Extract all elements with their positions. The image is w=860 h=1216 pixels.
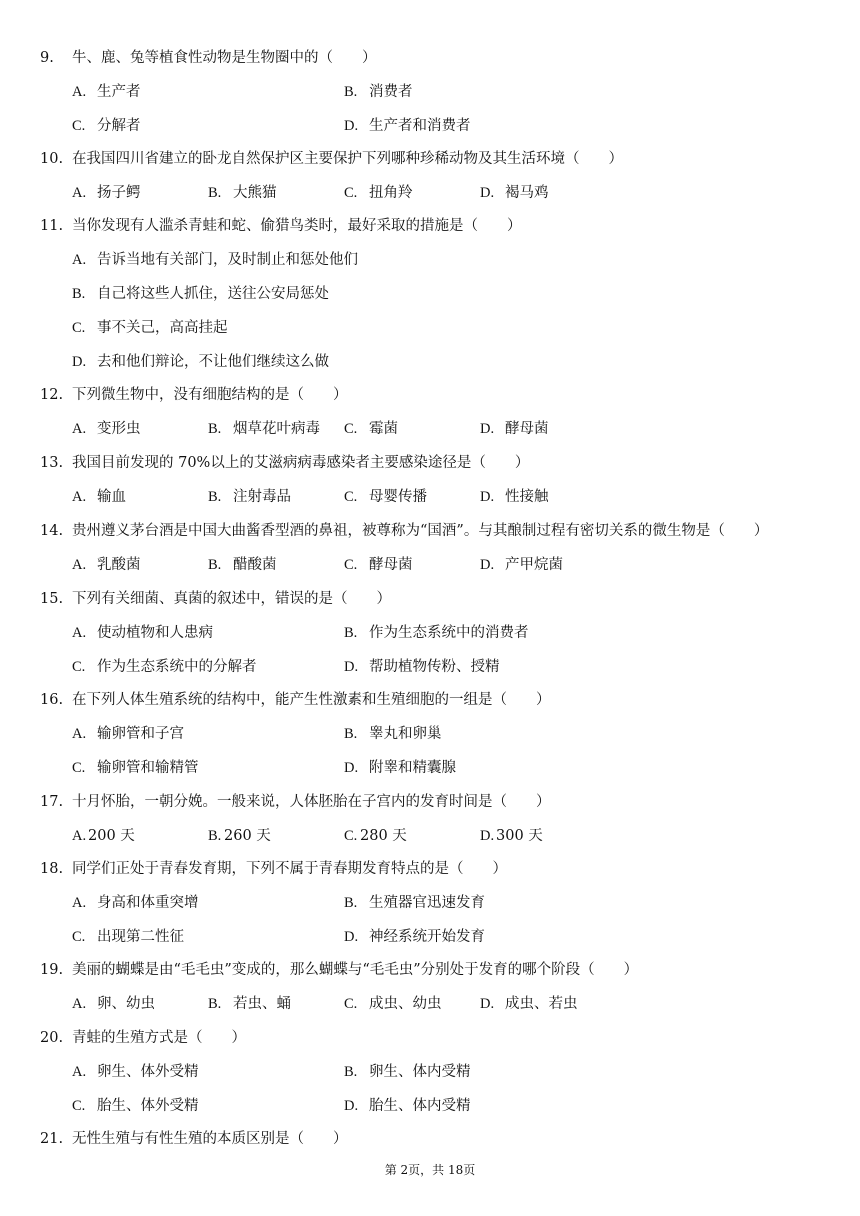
options-row <box>40 412 840 446</box>
option-text: 200 天 <box>88 828 135 844</box>
option-a <box>72 75 344 109</box>
option-b <box>344 616 616 650</box>
option-letter: C. <box>72 1098 86 1114</box>
option-b <box>344 717 616 751</box>
option-letter: A. <box>72 557 87 573</box>
option-text: 大熊猫 <box>233 185 277 201</box>
option-c <box>72 920 344 954</box>
question-stem <box>40 514 840 548</box>
option-text: 醋酸菌 <box>233 557 277 573</box>
option-text: 出现第二性征 <box>97 929 184 945</box>
question-number: 14. <box>40 523 64 539</box>
option-letter: C. <box>72 320 86 336</box>
option-letter: D. <box>480 421 495 437</box>
option-text: 自己将这些人抓住，送往公安局惩处 <box>97 286 329 302</box>
option-c <box>344 176 480 210</box>
option-letter: A. <box>72 421 87 437</box>
question-stem <box>40 1021 840 1055</box>
option-b <box>344 1055 616 1089</box>
option-letter: C. <box>344 185 358 201</box>
question-12 <box>40 378 840 446</box>
option-letter: B. <box>344 726 358 742</box>
options-row <box>40 243 840 277</box>
question-number: 17. <box>40 794 64 810</box>
question-21 <box>40 1122 840 1156</box>
option-text: 生产者和消费者 <box>369 118 471 134</box>
question-18 <box>40 852 840 954</box>
question-text: 下列微生物中，没有细胞结构的是（ ） <box>72 387 348 403</box>
question-number: 21. <box>40 1131 64 1147</box>
option-text: 生殖器官迅速发育 <box>369 895 485 911</box>
question-20 <box>40 1021 840 1123</box>
option-letter: A. <box>72 84 87 100</box>
question-number: 20. <box>40 1030 64 1046</box>
option-d <box>480 819 616 853</box>
option-text: 作为生态系统中的消费者 <box>369 625 529 641</box>
option-d <box>480 176 616 210</box>
options-row <box>40 1089 840 1123</box>
option-letter: D. <box>72 354 87 370</box>
option-letter: A. <box>72 828 87 844</box>
question-number: 15. <box>40 591 64 607</box>
option-a <box>72 717 344 751</box>
option-a <box>72 548 208 582</box>
option-letter: D. <box>344 1098 359 1114</box>
options-row <box>40 616 840 650</box>
options-row <box>40 345 840 379</box>
option-c <box>344 548 480 582</box>
question-16 <box>40 683 840 785</box>
option-text: 分解者 <box>97 118 141 134</box>
option-letter: B. <box>208 996 222 1012</box>
options-row <box>40 311 840 345</box>
option-d <box>72 345 772 379</box>
option-text: 事不关己，高高挂起 <box>97 320 228 336</box>
option-text: 烟草花叶病毒 <box>233 421 320 437</box>
option-letter: A. <box>72 252 87 268</box>
option-letter: B. <box>344 1064 358 1080</box>
option-b <box>208 176 344 210</box>
option-letter: A. <box>72 726 87 742</box>
option-text: 生产者 <box>97 84 141 100</box>
option-d <box>344 920 616 954</box>
option-text: 卵、幼虫 <box>97 996 155 1012</box>
option-letter: C. <box>72 760 86 776</box>
option-letter: C. <box>344 828 358 844</box>
option-letter: A. <box>72 996 87 1012</box>
option-letter: C. <box>72 118 86 134</box>
option-b <box>344 886 616 920</box>
option-text: 酵母菌 <box>369 557 413 573</box>
option-letter: D. <box>480 489 495 505</box>
option-d <box>344 650 616 684</box>
option-text: 若虫、蛹 <box>233 996 291 1012</box>
question-9 <box>40 41 840 143</box>
option-text: 胎生、体内受精 <box>369 1098 471 1114</box>
options-row <box>40 751 840 785</box>
options-row <box>40 75 840 109</box>
question-stem <box>40 446 840 480</box>
options-row <box>40 987 840 1021</box>
option-letter: C. <box>72 659 86 675</box>
option-letter: C. <box>344 557 358 573</box>
option-letter: B. <box>344 625 358 641</box>
option-text: 扭角羚 <box>369 185 413 201</box>
question-stem <box>40 582 840 616</box>
options-row <box>40 886 840 920</box>
option-text: 消费者 <box>369 84 413 100</box>
option-letter: B. <box>208 828 222 844</box>
page-footer: 第 2页，共 18页 <box>384 1163 476 1177</box>
options-row <box>40 819 840 853</box>
options-row <box>40 650 840 684</box>
question-text: 美丽的蝴蝶是由“毛毛虫”变成的，那么蝴蝶与“毛毛虫”分别处于发育的哪个阶段（ ） <box>72 962 639 978</box>
question-text: 在我国四川省建立的卧龙自然保护区主要保护下列哪种珍稀动物及其生活环境（ ） <box>72 151 623 167</box>
option-text: 260 天 <box>224 828 271 844</box>
option-d <box>344 1089 616 1123</box>
question-stem <box>40 41 840 75</box>
question-number: 9. <box>40 50 54 66</box>
option-a <box>72 1055 344 1089</box>
option-text: 性接触 <box>505 489 549 505</box>
option-a <box>72 819 208 853</box>
option-c <box>344 480 480 514</box>
option-letter: D. <box>344 929 359 945</box>
question-15 <box>40 582 840 684</box>
option-letter: D. <box>480 996 495 1012</box>
question-number: 18. <box>40 861 64 877</box>
question-text: 青蛙的生殖方式是（ ） <box>72 1030 246 1046</box>
option-a <box>72 412 208 446</box>
option-text: 卵生、体外受精 <box>97 1064 199 1080</box>
option-letter: B. <box>344 895 358 911</box>
option-text: 输血 <box>97 489 126 505</box>
option-letter: B. <box>208 421 222 437</box>
option-letter: A. <box>72 489 87 505</box>
option-letter: B. <box>72 286 86 302</box>
option-letter: B. <box>344 84 358 100</box>
question-text: 同学们正处于青春发育期，下列不属于青春期发育特点的是（ ） <box>72 861 507 877</box>
question-text: 贵州遵义茅台酒是中国大曲酱香型酒的鼻祖，被尊称为“国酒”。与其酿制过程有密切关系的微生物是（ ） <box>72 523 769 539</box>
question-stem <box>40 142 840 176</box>
option-c <box>344 987 480 1021</box>
option-a <box>72 987 208 1021</box>
option-text: 母婴传播 <box>369 489 427 505</box>
options-row <box>40 717 840 751</box>
option-a <box>72 886 344 920</box>
option-c <box>72 1089 344 1123</box>
option-text: 褐马鸡 <box>505 185 549 201</box>
option-a <box>72 243 772 277</box>
option-text: 300 天 <box>496 828 543 844</box>
question-11 <box>40 209 840 379</box>
option-b <box>344 75 616 109</box>
question-stem <box>40 378 840 412</box>
option-d <box>480 548 616 582</box>
option-a <box>72 616 344 650</box>
question-text: 十月怀胎，一朝分娩。一般来说，人体胚胎在子宫内的发育时间是（ ） <box>72 794 551 810</box>
question-stem <box>40 852 840 886</box>
question-14 <box>40 514 840 582</box>
option-b <box>208 819 344 853</box>
option-letter: C. <box>344 489 358 505</box>
option-letter: D. <box>344 118 359 134</box>
option-letter: B. <box>208 557 222 573</box>
option-d <box>344 109 616 143</box>
question-13 <box>40 446 840 514</box>
option-a <box>72 480 208 514</box>
option-text: 神经系统开始发育 <box>369 929 485 945</box>
question-text: 下列有关细菌、真菌的叙述中，错误的是（ ） <box>72 591 391 607</box>
question-17 <box>40 785 840 853</box>
option-letter: B. <box>208 185 222 201</box>
option-text: 霉菌 <box>369 421 398 437</box>
option-letter: C. <box>344 996 358 1012</box>
option-d <box>480 987 616 1021</box>
option-a <box>72 176 208 210</box>
option-text: 作为生态系统中的分解者 <box>97 659 257 675</box>
option-letter: C. <box>344 421 358 437</box>
option-b <box>208 480 344 514</box>
option-text: 去和他们辩论，不让他们继续这么做 <box>97 354 329 370</box>
option-text: 280 天 <box>360 828 407 844</box>
option-text: 输卵管和输精管 <box>97 760 199 776</box>
option-b <box>208 548 344 582</box>
options-row <box>40 176 840 210</box>
option-text: 使动植物和人患病 <box>97 625 213 641</box>
option-text: 告诉当地有关部门，及时制止和惩处他们 <box>97 252 358 268</box>
option-text: 成虫、幼虫 <box>369 996 442 1012</box>
options-row <box>40 920 840 954</box>
option-c <box>344 412 480 446</box>
question-number: 16. <box>40 692 64 708</box>
option-letter: A. <box>72 895 87 911</box>
options-row <box>40 277 840 311</box>
option-text: 卵生、体内受精 <box>369 1064 471 1080</box>
question-number: 13. <box>40 455 64 471</box>
question-number: 19. <box>40 962 64 978</box>
options-row <box>40 109 840 143</box>
option-text: 身高和体重突增 <box>97 895 199 911</box>
option-letter: D. <box>480 828 495 844</box>
question-number: 11. <box>40 218 64 234</box>
option-text: 胎生、体外受精 <box>97 1098 199 1114</box>
option-letter: B. <box>208 489 222 505</box>
option-letter: A. <box>72 625 87 641</box>
option-c <box>72 650 344 684</box>
question-text: 我国目前发现的 70%以上的艾滋病病毒感染者主要感染途径是（ ） <box>72 455 530 471</box>
options-row <box>40 1055 840 1089</box>
option-d <box>344 751 616 785</box>
question-stem <box>40 209 840 243</box>
option-c <box>72 109 344 143</box>
option-c <box>72 751 344 785</box>
option-text: 成虫、若虫 <box>505 996 578 1012</box>
option-text: 乳酸菌 <box>97 557 141 573</box>
option-d <box>480 412 616 446</box>
question-text: 当你发现有人滥杀青蛙和蛇、偷猎鸟类时，最好采取的措施是（ ） <box>72 218 522 234</box>
option-text: 产甲烷菌 <box>505 557 563 573</box>
question-19 <box>40 953 840 1021</box>
question-number: 12. <box>40 387 64 403</box>
option-letter: D. <box>344 659 359 675</box>
option-text: 睾丸和卵巢 <box>369 726 442 742</box>
option-letter: D. <box>480 185 495 201</box>
option-d <box>480 480 616 514</box>
question-10 <box>40 142 840 210</box>
question-text: 牛、鹿、兔等植食性动物是生物圈中的（ ） <box>72 50 377 66</box>
option-text: 变形虫 <box>97 421 141 437</box>
question-stem <box>40 953 840 987</box>
option-b <box>72 277 772 311</box>
question-stem <box>40 1122 840 1156</box>
option-text: 附睾和精囊腺 <box>369 760 456 776</box>
option-b <box>208 412 344 446</box>
question-number: 10. <box>40 151 64 167</box>
option-letter: A. <box>72 185 87 201</box>
question-stem <box>40 683 840 717</box>
question-text: 无性生殖与有性生殖的本质区别是（ ） <box>72 1131 348 1147</box>
option-letter: D. <box>480 557 495 573</box>
option-text: 注射毒品 <box>233 489 291 505</box>
option-c <box>72 311 772 345</box>
option-letter: C. <box>72 929 86 945</box>
option-letter: D. <box>344 760 359 776</box>
options-row <box>40 480 840 514</box>
option-c <box>344 819 480 853</box>
option-text: 酵母菌 <box>505 421 549 437</box>
option-text: 扬子鳄 <box>97 185 141 201</box>
question-stem <box>40 785 840 819</box>
question-text: 在下列人体生殖系统的结构中，能产生性激素和生殖细胞的一组是（ ） <box>72 692 551 708</box>
options-row <box>40 548 840 582</box>
option-b <box>208 987 344 1021</box>
option-letter: A. <box>72 1064 87 1080</box>
option-text: 帮助植物传粉、授精 <box>369 659 500 675</box>
option-text: 输卵管和子宫 <box>97 726 184 742</box>
